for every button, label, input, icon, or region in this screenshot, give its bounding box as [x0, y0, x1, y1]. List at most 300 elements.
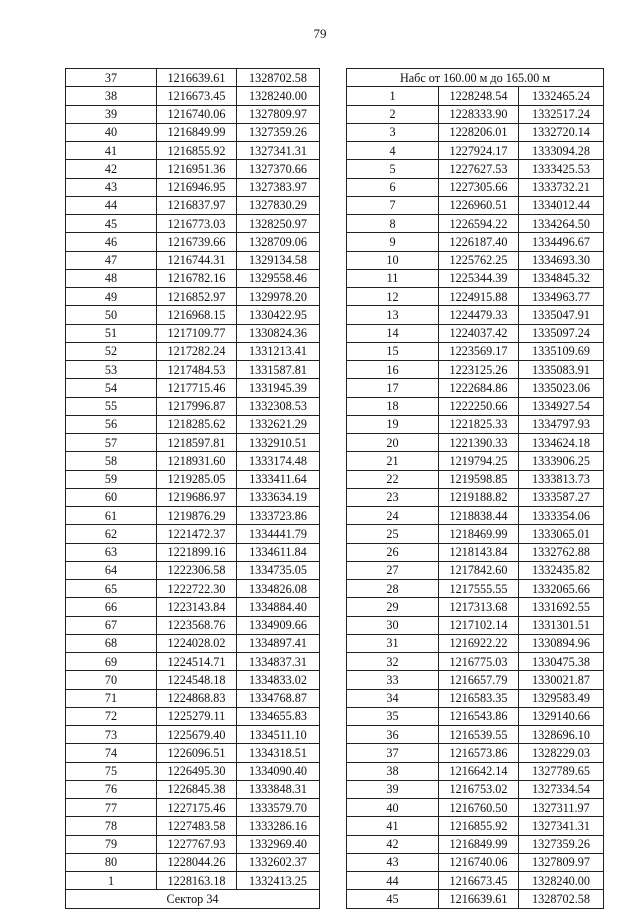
y-coordinate: 1333579.70: [237, 799, 320, 817]
x-coordinate: 1218285.62: [157, 415, 237, 433]
x-coordinate: 1226495.30: [157, 762, 237, 780]
point-number: 30: [347, 616, 439, 634]
point-number: 7: [347, 196, 439, 214]
y-coordinate: 1334441.79: [237, 525, 320, 543]
table-row: [66, 251, 320, 269]
point-number: 44: [347, 872, 439, 890]
point-number: 53: [66, 361, 157, 379]
x-coordinate: 1224514.71: [157, 653, 237, 671]
x-coordinate: 1216773.03: [157, 215, 237, 233]
y-coordinate: 1329583.49: [519, 689, 604, 707]
y-coordinate: 1327809.97: [237, 105, 320, 123]
x-coordinate: 1228044.26: [157, 853, 237, 871]
point-number: 29: [347, 598, 439, 616]
y-coordinate: 1333411.64: [237, 470, 320, 488]
point-number: 15: [347, 342, 439, 360]
x-coordinate: 1216740.06: [157, 105, 237, 123]
y-coordinate: 1327359.26: [519, 835, 604, 853]
x-coordinate: 1216753.02: [439, 780, 519, 798]
table-row: [347, 835, 604, 853]
table-row: [66, 780, 320, 798]
y-coordinate: 1329140.66: [519, 707, 604, 725]
x-coordinate: 1222306.58: [157, 561, 237, 579]
x-coordinate: 1225762.25: [439, 251, 519, 269]
x-coordinate: 1216946.95: [157, 178, 237, 196]
point-number: 52: [66, 342, 157, 360]
y-coordinate: 1334826.08: [237, 580, 320, 598]
y-coordinate: 1334963.77: [519, 288, 604, 306]
x-coordinate: 1216543.86: [439, 707, 519, 725]
x-coordinate: 1216849.99: [157, 123, 237, 141]
x-coordinate: 1224028.02: [157, 634, 237, 652]
point-number: 14: [347, 324, 439, 342]
y-coordinate: 1327359.26: [237, 123, 320, 141]
x-coordinate: 1224868.83: [157, 689, 237, 707]
y-coordinate: 1333634.19: [237, 488, 320, 506]
table-row: [347, 707, 604, 725]
table-row: [347, 525, 604, 543]
table-row: [347, 342, 604, 360]
y-coordinate: 1333906.25: [519, 452, 604, 470]
y-coordinate: 1333094.28: [519, 142, 604, 160]
y-coordinate: 1332602.37: [237, 853, 320, 871]
table-row: [347, 580, 604, 598]
y-coordinate: 1332762.88: [519, 543, 604, 561]
table-row: [347, 890, 604, 908]
x-coordinate: 1217842.60: [439, 561, 519, 579]
y-coordinate: 1335047.91: [519, 306, 604, 324]
table-row: [66, 671, 320, 689]
x-coordinate: 1217484.53: [157, 361, 237, 379]
x-coordinate: 1218597.81: [157, 434, 237, 452]
x-coordinate: 1228163.18: [157, 872, 237, 890]
point-number: 13: [347, 306, 439, 324]
y-coordinate: 1333848.31: [237, 780, 320, 798]
table-row: [347, 324, 604, 342]
y-coordinate: 1329978.20: [237, 288, 320, 306]
x-coordinate: 1224548.18: [157, 671, 237, 689]
point-number: 74: [66, 744, 157, 762]
table-row: [66, 196, 320, 214]
left-table-footer-row: [66, 890, 320, 908]
y-coordinate: 1332910.51: [237, 434, 320, 452]
point-number: 10: [347, 251, 439, 269]
y-coordinate: 1328250.97: [237, 215, 320, 233]
point-number: 17: [347, 379, 439, 397]
point-number: 79: [66, 835, 157, 853]
point-number: 4: [347, 142, 439, 160]
table-row: [347, 616, 604, 634]
table-row: [66, 689, 320, 707]
table-row: [66, 817, 320, 835]
x-coordinate: 1223569.17: [439, 342, 519, 360]
table-row: [66, 69, 320, 87]
x-coordinate: 1216922.22: [439, 634, 519, 652]
point-number: 38: [66, 87, 157, 105]
left-table-body: [66, 69, 320, 890]
table-row: [66, 452, 320, 470]
table-row: [347, 488, 604, 506]
x-coordinate: 1216775.03: [439, 653, 519, 671]
table-row: [66, 160, 320, 178]
table-row: [347, 744, 604, 762]
y-coordinate: 1332435.82: [519, 561, 604, 579]
point-number: 42: [66, 160, 157, 178]
table-row: [347, 233, 604, 251]
table-row: [347, 561, 604, 579]
point-number: 33: [347, 671, 439, 689]
x-coordinate: 1217996.87: [157, 397, 237, 415]
x-coordinate: 1216849.99: [439, 835, 519, 853]
y-coordinate: 1332517.24: [519, 105, 604, 123]
x-coordinate: 1225279.11: [157, 707, 237, 725]
x-coordinate: 1216760.50: [439, 799, 519, 817]
point-number: 12: [347, 288, 439, 306]
point-number: 59: [66, 470, 157, 488]
point-number: 19: [347, 415, 439, 433]
y-coordinate: 1333813.73: [519, 470, 604, 488]
table-row: [66, 616, 320, 634]
point-number: 77: [66, 799, 157, 817]
x-coordinate: 1225679.40: [157, 726, 237, 744]
x-coordinate: 1217555.55: [439, 580, 519, 598]
y-coordinate: 1334511.10: [237, 726, 320, 744]
x-coordinate: 1217102.14: [439, 616, 519, 634]
y-coordinate: 1327341.31: [519, 817, 604, 835]
table-row: [347, 634, 604, 652]
x-coordinate: 1216740.06: [439, 853, 519, 871]
table-row: [66, 653, 320, 671]
table-row: [66, 123, 320, 141]
x-coordinate: 1226960.51: [439, 196, 519, 214]
table-row: [66, 233, 320, 251]
x-coordinate: 1227305.66: [439, 178, 519, 196]
point-number: 34: [347, 689, 439, 707]
y-coordinate: 1333065.01: [519, 525, 604, 543]
x-coordinate: 1219598.85: [439, 470, 519, 488]
table-row: [66, 634, 320, 652]
y-coordinate: 1332465.24: [519, 87, 604, 105]
table-row: [66, 288, 320, 306]
y-coordinate: 1334797.93: [519, 415, 604, 433]
y-coordinate: 1328240.00: [519, 872, 604, 890]
table-row: [66, 762, 320, 780]
left-coordinates-table: [65, 68, 320, 909]
x-coordinate: 1219794.25: [439, 452, 519, 470]
point-number: 6: [347, 178, 439, 196]
y-coordinate: 1328709.06: [237, 233, 320, 251]
x-coordinate: 1216837.97: [157, 196, 237, 214]
table-row: [66, 379, 320, 397]
table-row: [66, 598, 320, 616]
y-coordinate: 1334624.18: [519, 434, 604, 452]
point-number: 78: [66, 817, 157, 835]
table-row: [66, 853, 320, 871]
point-number: 24: [347, 507, 439, 525]
point-number: 49: [66, 288, 157, 306]
y-coordinate: 1328229.03: [519, 744, 604, 762]
y-coordinate: 1330422.95: [237, 306, 320, 324]
point-number: 50: [66, 306, 157, 324]
x-coordinate: 1217109.77: [157, 324, 237, 342]
table-row: [66, 488, 320, 506]
y-coordinate: 1334845.32: [519, 269, 604, 287]
x-coordinate: 1216855.92: [157, 142, 237, 160]
point-number: 16: [347, 361, 439, 379]
y-coordinate: 1327370.66: [237, 160, 320, 178]
table-row: [347, 507, 604, 525]
x-coordinate: 1216852.97: [157, 288, 237, 306]
y-coordinate: 1334735.05: [237, 561, 320, 579]
point-number: 54: [66, 379, 157, 397]
x-coordinate: 1222722.30: [157, 580, 237, 598]
y-coordinate: 1327341.31: [237, 142, 320, 160]
x-coordinate: 1228333.90: [439, 105, 519, 123]
y-coordinate: 1333425.53: [519, 160, 604, 178]
point-number: 39: [66, 105, 157, 123]
y-coordinate: 1334318.51: [237, 744, 320, 762]
point-number: 42: [347, 835, 439, 853]
table-row: [347, 762, 604, 780]
x-coordinate: 1219188.82: [439, 488, 519, 506]
table-row: [66, 342, 320, 360]
table-row: [347, 178, 604, 196]
y-coordinate: 1334012.44: [519, 196, 604, 214]
x-coordinate: 1224037.42: [439, 324, 519, 342]
table-row: [66, 543, 320, 561]
point-number: 25: [347, 525, 439, 543]
x-coordinate: 1221825.33: [439, 415, 519, 433]
point-number: 51: [66, 324, 157, 342]
point-number: 60: [66, 488, 157, 506]
point-number: 48: [66, 269, 157, 287]
table-row: [347, 87, 604, 105]
point-number: 37: [347, 744, 439, 762]
point-number: 2: [347, 105, 439, 123]
y-coordinate: 1334264.50: [519, 215, 604, 233]
point-number: 36: [347, 726, 439, 744]
y-coordinate: 1331945.39: [237, 379, 320, 397]
right-coordinates-table: [346, 68, 604, 909]
y-coordinate: 1331587.81: [237, 361, 320, 379]
table-row: [347, 123, 604, 141]
table-row: [347, 543, 604, 561]
x-coordinate: 1223125.26: [439, 361, 519, 379]
table-row: [66, 726, 320, 744]
point-number: 37: [66, 69, 157, 87]
table-row: [66, 507, 320, 525]
point-number: 38: [347, 762, 439, 780]
x-coordinate: 1217313.68: [439, 598, 519, 616]
y-coordinate: 1328696.10: [519, 726, 604, 744]
x-coordinate: 1221472.37: [157, 525, 237, 543]
x-coordinate: 1226096.51: [157, 744, 237, 762]
point-number: 63: [66, 543, 157, 561]
table-row: [347, 671, 604, 689]
table-row: [347, 598, 604, 616]
table-row: [347, 452, 604, 470]
point-number: 76: [66, 780, 157, 798]
point-number: 45: [66, 215, 157, 233]
y-coordinate: 1327311.97: [519, 799, 604, 817]
x-coordinate: 1216951.36: [157, 160, 237, 178]
x-coordinate: 1216968.15: [157, 306, 237, 324]
table-row: [66, 87, 320, 105]
x-coordinate: 1216642.14: [439, 762, 519, 780]
point-number: 67: [66, 616, 157, 634]
point-number: 32: [347, 653, 439, 671]
point-number: 9: [347, 233, 439, 251]
point-number: 66: [66, 598, 157, 616]
point-number: 26: [347, 543, 439, 561]
table-row: [347, 653, 604, 671]
table-row: [66, 872, 320, 890]
x-coordinate: 1223568.76: [157, 616, 237, 634]
table-row: [347, 397, 604, 415]
point-number: 22: [347, 470, 439, 488]
point-number: 18: [347, 397, 439, 415]
point-number: 45: [347, 890, 439, 908]
x-coordinate: 1227627.53: [439, 160, 519, 178]
table-row: [347, 269, 604, 287]
x-coordinate: 1221899.16: [157, 543, 237, 561]
table-row: [347, 142, 604, 160]
x-coordinate: 1219285.05: [157, 470, 237, 488]
sector-label: Сектор 34: [66, 890, 320, 908]
table-row: [347, 799, 604, 817]
y-coordinate: 1329558.46: [237, 269, 320, 287]
y-coordinate: 1331213.41: [237, 342, 320, 360]
table-row: [66, 835, 320, 853]
point-number: 70: [66, 671, 157, 689]
y-coordinate: 1334693.30: [519, 251, 604, 269]
y-coordinate: 1335083.91: [519, 361, 604, 379]
point-number: 41: [66, 142, 157, 160]
x-coordinate: 1226594.22: [439, 215, 519, 233]
point-number: 11: [347, 269, 439, 287]
x-coordinate: 1218931.60: [157, 452, 237, 470]
table-row: [66, 415, 320, 433]
x-coordinate: 1222250.66: [439, 397, 519, 415]
table-row: [66, 269, 320, 287]
table-row: [66, 215, 320, 233]
point-number: 23: [347, 488, 439, 506]
x-coordinate: 1221390.33: [439, 434, 519, 452]
x-coordinate: 1226845.38: [157, 780, 237, 798]
y-coordinate: 1331692.55: [519, 598, 604, 616]
point-number: 20: [347, 434, 439, 452]
x-coordinate: 1228248.54: [439, 87, 519, 105]
page-number: 79: [313, 26, 327, 41]
point-number: 21: [347, 452, 439, 470]
right-table-body: [347, 87, 604, 908]
table-row: [347, 306, 604, 324]
x-coordinate: 1222684.86: [439, 379, 519, 397]
x-coordinate: 1216782.16: [157, 269, 237, 287]
table-row: [66, 470, 320, 488]
y-coordinate: 1327383.97: [237, 178, 320, 196]
y-coordinate: 1333286.16: [237, 817, 320, 835]
y-coordinate: 1327789.65: [519, 762, 604, 780]
table-row: [66, 525, 320, 543]
y-coordinate: 1334496.67: [519, 233, 604, 251]
x-coordinate: 1227175.46: [157, 799, 237, 817]
table-row: [347, 160, 604, 178]
point-number: 61: [66, 507, 157, 525]
point-number: 31: [347, 634, 439, 652]
y-coordinate: 1332413.25: [237, 872, 320, 890]
point-number: 40: [66, 123, 157, 141]
y-coordinate: 1328702.58: [237, 69, 320, 87]
x-coordinate: 1218143.84: [439, 543, 519, 561]
table-row: [347, 361, 604, 379]
x-coordinate: 1218469.99: [439, 525, 519, 543]
point-number: 43: [347, 853, 439, 871]
x-coordinate: 1216855.92: [439, 817, 519, 835]
x-coordinate: 1225344.39: [439, 269, 519, 287]
x-coordinate: 1216673.45: [157, 87, 237, 105]
point-number: 57: [66, 434, 157, 452]
point-number: 72: [66, 707, 157, 725]
point-number: 46: [66, 233, 157, 251]
point-number: 41: [347, 817, 439, 835]
x-coordinate: 1217282.24: [157, 342, 237, 360]
y-coordinate: 1333587.27: [519, 488, 604, 506]
y-coordinate: 1334090.40: [237, 762, 320, 780]
right-table-header-row: [347, 69, 604, 87]
x-coordinate: 1223143.84: [157, 598, 237, 616]
y-coordinate: 1332720.14: [519, 123, 604, 141]
point-number: 47: [66, 251, 157, 269]
x-coordinate: 1227483.58: [157, 817, 237, 835]
y-coordinate: 1330021.87: [519, 671, 604, 689]
y-coordinate: 1333174.48: [237, 452, 320, 470]
point-number: 43: [66, 178, 157, 196]
x-coordinate: 1216673.45: [439, 872, 519, 890]
y-coordinate: 1328240.00: [237, 87, 320, 105]
x-coordinate: 1216573.86: [439, 744, 519, 762]
y-coordinate: 1327809.97: [519, 853, 604, 871]
table-row: [347, 817, 604, 835]
y-coordinate: 1334897.41: [237, 634, 320, 652]
y-coordinate: 1335109.69: [519, 342, 604, 360]
y-coordinate: 1333354.06: [519, 507, 604, 525]
table-row: [347, 415, 604, 433]
table-row: [66, 105, 320, 123]
x-coordinate: 1216744.31: [157, 251, 237, 269]
table-row: [347, 251, 604, 269]
table-row: [66, 397, 320, 415]
y-coordinate: 1332621.29: [237, 415, 320, 433]
point-number: 55: [66, 397, 157, 415]
y-coordinate: 1333732.21: [519, 178, 604, 196]
table-row: [347, 780, 604, 798]
table-row: [66, 361, 320, 379]
table-row: [66, 580, 320, 598]
table-row: [66, 799, 320, 817]
point-number: 1: [66, 872, 157, 890]
table-row: [347, 105, 604, 123]
table-row: [347, 689, 604, 707]
x-coordinate: 1224915.88: [439, 288, 519, 306]
point-number: 8: [347, 215, 439, 233]
y-coordinate: 1334837.31: [237, 653, 320, 671]
point-number: 58: [66, 452, 157, 470]
y-coordinate: 1327334.54: [519, 780, 604, 798]
table-row: [347, 853, 604, 871]
point-number: 71: [66, 689, 157, 707]
table-row: [347, 726, 604, 744]
